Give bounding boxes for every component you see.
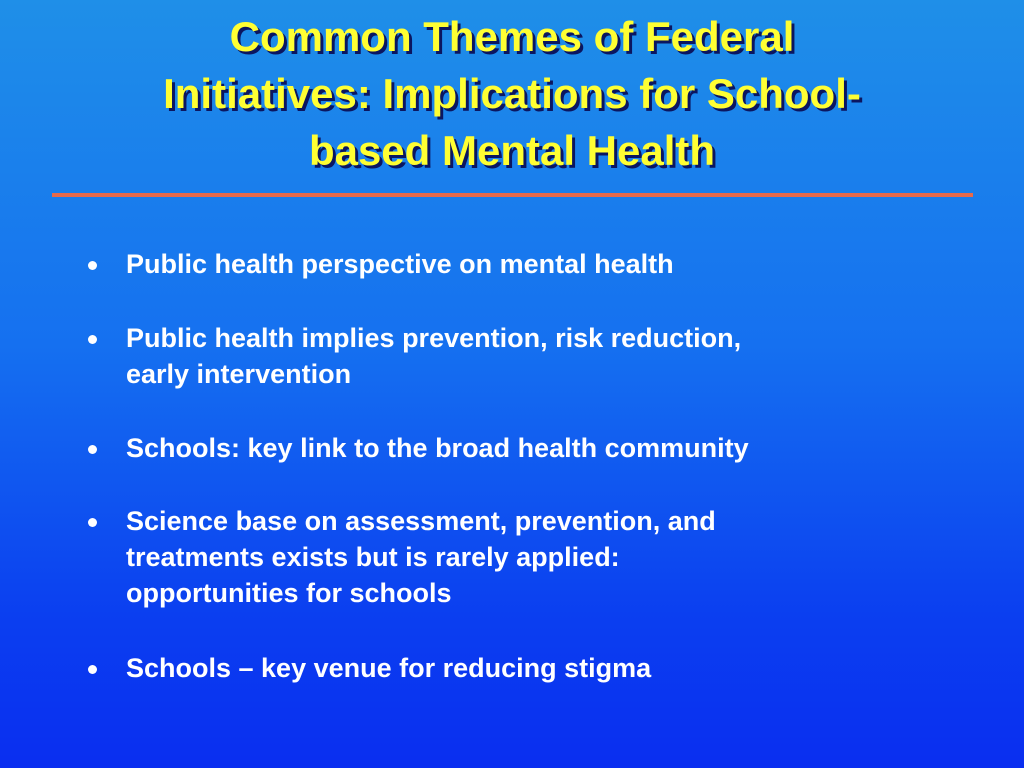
bullet-text: early intervention bbox=[126, 359, 352, 389]
bullet-dot-icon bbox=[88, 665, 97, 674]
bullet-item-schools-key-link bbox=[86, 430, 749, 466]
bullet-item-science-base bbox=[86, 503, 716, 611]
bullet-item-reducing-stigma bbox=[86, 650, 651, 686]
title-line-1: Common Themes of Federal bbox=[229, 13, 795, 60]
bullet-item-prevention bbox=[86, 320, 741, 392]
title-divider bbox=[52, 193, 973, 197]
bullet-text: Public health implies prevention, risk reduction, bbox=[126, 323, 742, 353]
title-line-3: based Mental Health bbox=[308, 127, 716, 174]
slide-title bbox=[40, 8, 984, 179]
bullet-text: Schools – key venue for reducing stigma bbox=[126, 653, 652, 683]
bullet-dot-icon bbox=[88, 335, 97, 344]
bullet-text: treatments exists but is rarely applied: bbox=[126, 542, 620, 572]
bullet-text: Science base on assessment, prevention, and bbox=[126, 506, 716, 536]
title-line-2: Initiatives: Implications for School- bbox=[163, 70, 861, 117]
bullet-text: Public health perspective on mental health bbox=[126, 249, 674, 279]
bullet-text: opportunities for schools bbox=[126, 578, 452, 608]
bullet-dot-icon bbox=[88, 445, 97, 454]
bullet-item-public-health-perspective bbox=[86, 246, 674, 282]
bullet-dot-icon bbox=[88, 261, 97, 270]
bullet-text: Schools: key link to the broad health community bbox=[126, 433, 749, 463]
bullet-dot-icon bbox=[88, 518, 97, 527]
